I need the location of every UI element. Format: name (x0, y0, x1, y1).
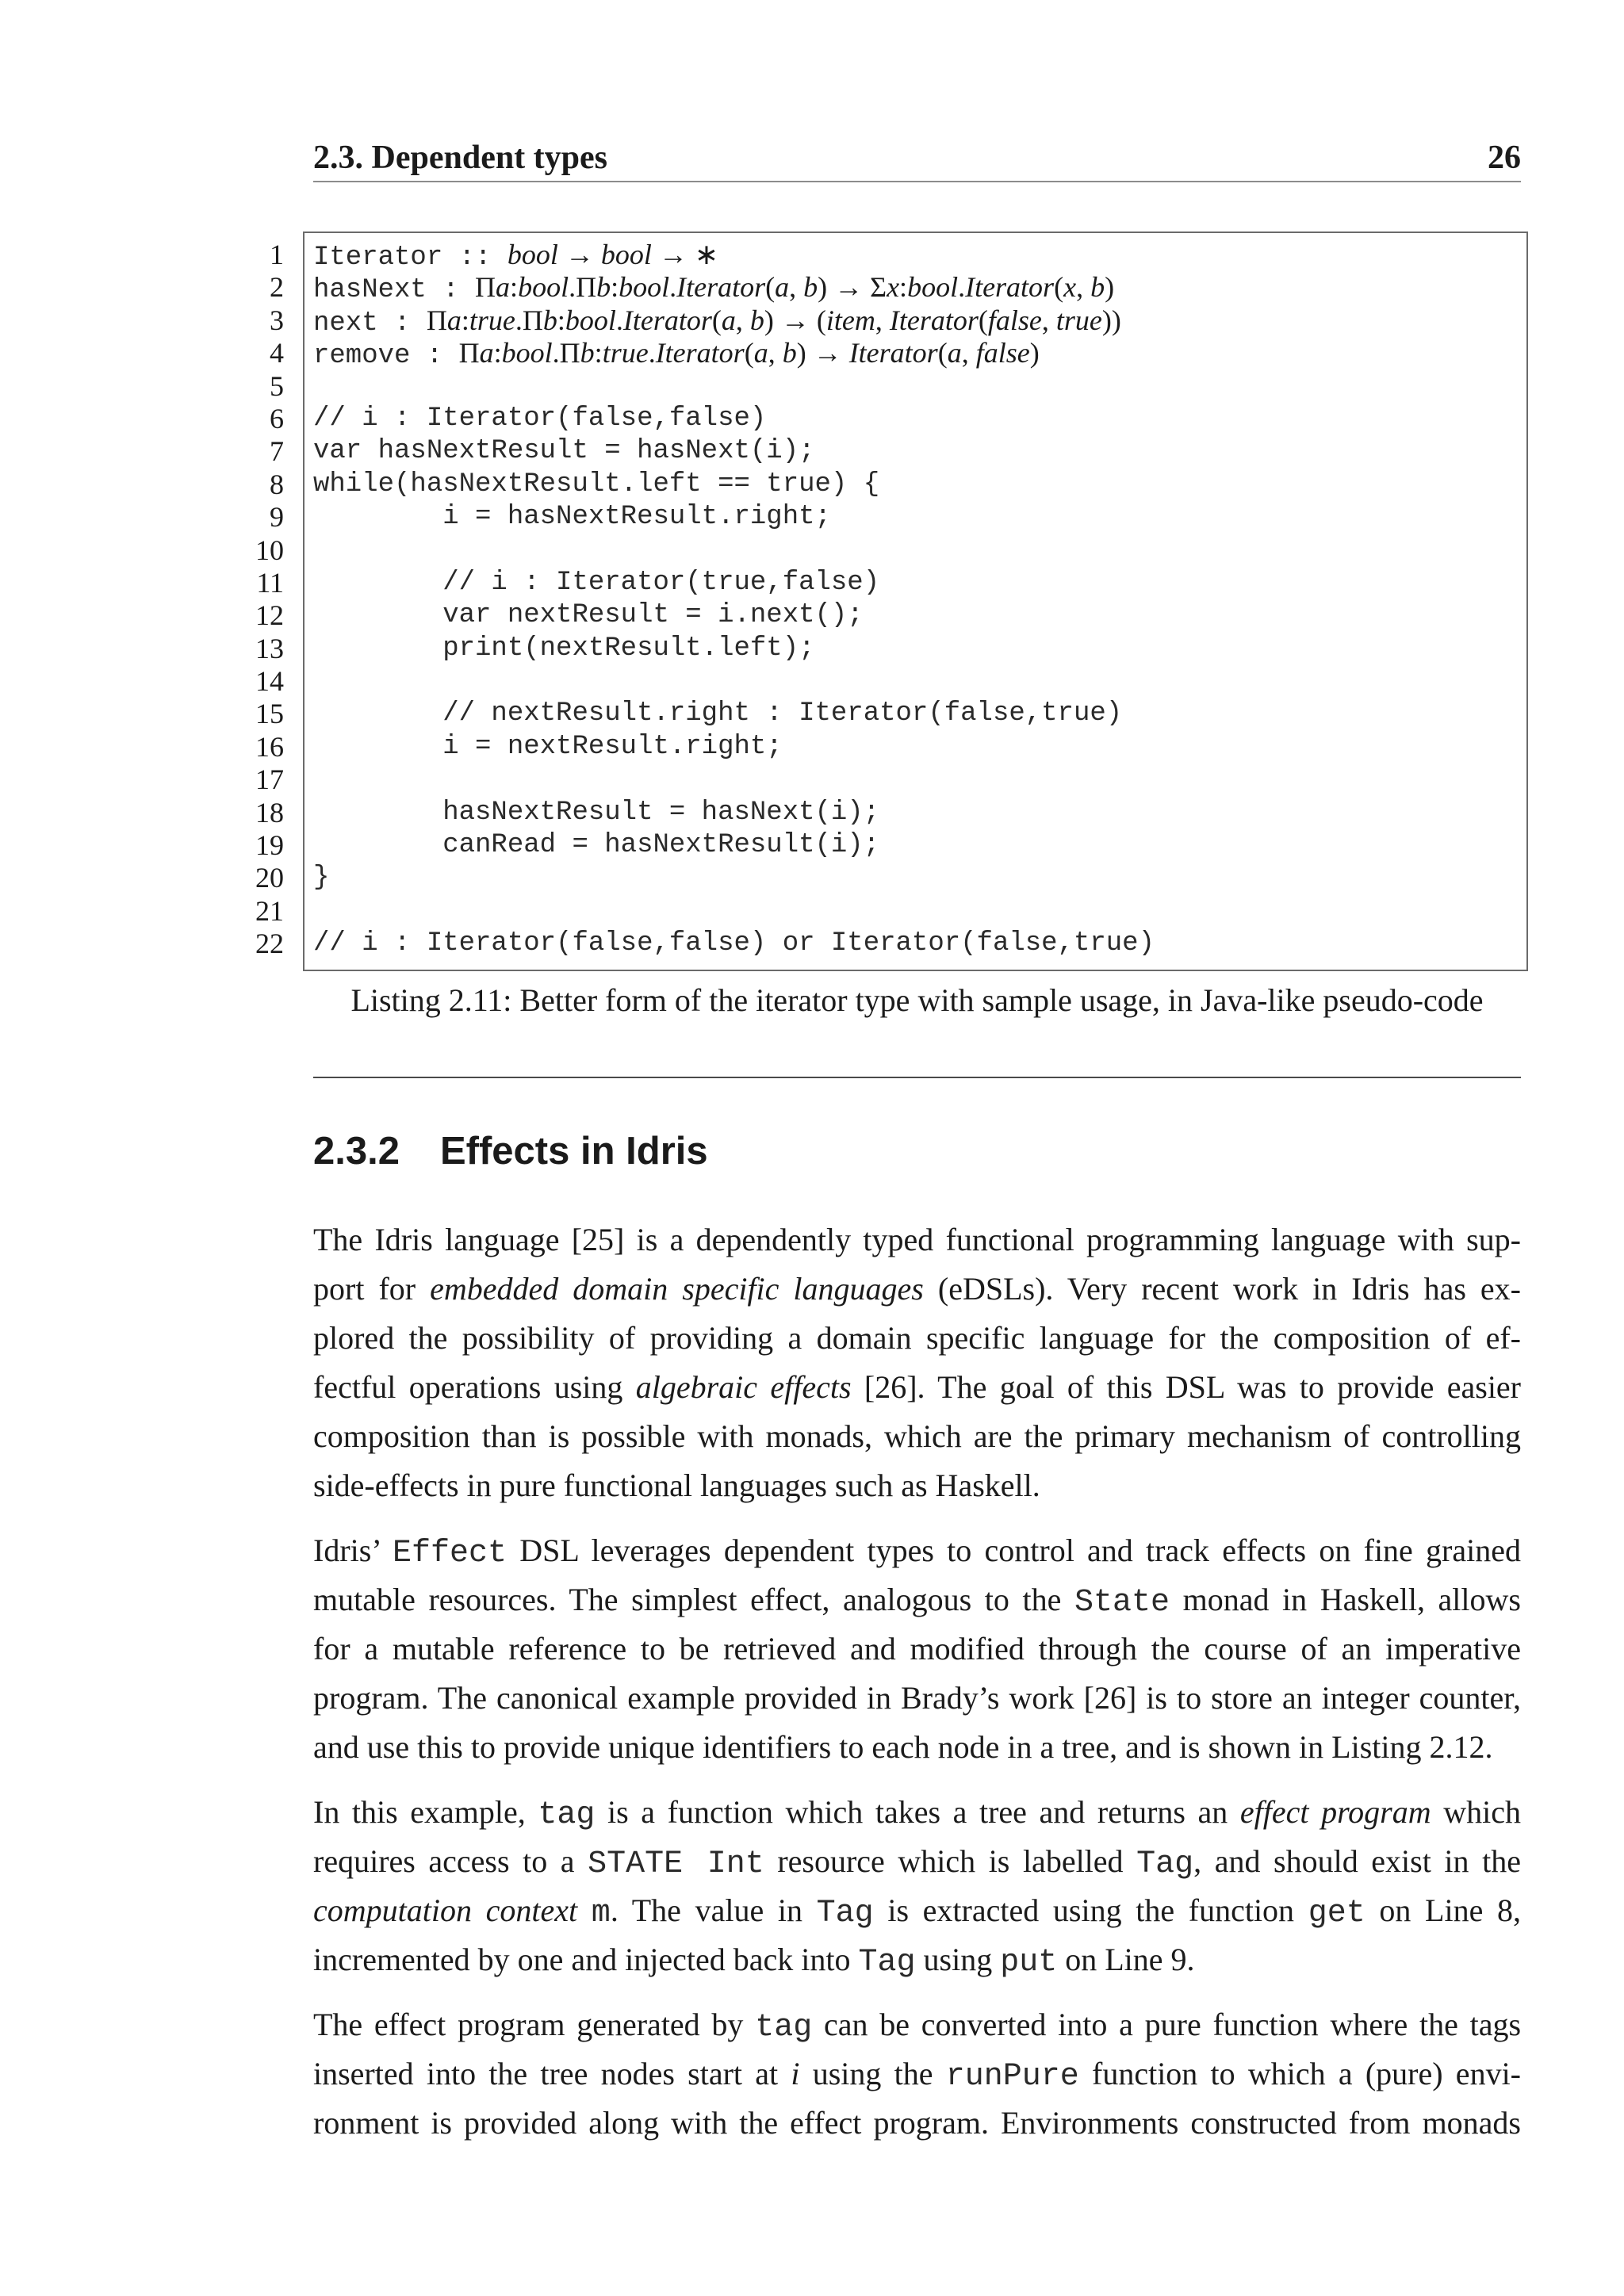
text-run: , and should exist in the (1193, 1843, 1521, 1879)
math-symbol: . (958, 271, 966, 304)
math-variable: Iterator (889, 304, 979, 336)
listing-code-line (313, 271, 1526, 304)
inline-code: // i : Iterator(false,false) or Iterator(false,true) (313, 928, 1155, 959)
math-symbol: → ∗ (651, 239, 719, 270)
listing-line-number: 17 (255, 763, 284, 796)
paragraph (313, 1526, 1521, 1772)
text-run: [26]. The goal of this DSL was to provide easier (851, 1369, 1522, 1405)
inline-code: tag (538, 1797, 596, 1833)
listing-line-number: 13 (255, 632, 284, 664)
listing-code-line (313, 862, 1526, 894)
listing-box (303, 232, 1528, 971)
math-symbol: ) → (796, 337, 849, 369)
listing-code-line (313, 698, 1526, 730)
math-variable: Iterator (622, 304, 712, 336)
math-variable: b (803, 271, 818, 304)
math-variable: a (775, 271, 790, 304)
listing-code-line (313, 763, 1526, 796)
math-variable: b (596, 271, 611, 304)
text-run: port for (313, 1271, 431, 1307)
listing-line-number: 1 (270, 239, 284, 270)
inline-code: // nextResult.right : Iterator(false,true) (313, 698, 1123, 729)
text-line (313, 1215, 1521, 1265)
section-title: Effects in Idris (439, 1130, 708, 1173)
math-variable: bool (907, 271, 959, 304)
inline-code: i = hasNextResult.right; (313, 502, 831, 533)
text-run: using (915, 1942, 1001, 1977)
text-line (313, 1314, 1521, 1363)
text-run: DSL leverages dependent types to control and track effects on fine grained (506, 1533, 1522, 1568)
inline-code: next : (313, 308, 427, 339)
math-variable: b (542, 304, 557, 336)
page-number: 26 (1488, 140, 1521, 176)
math-variable: a (721, 304, 736, 336)
header-rule (313, 181, 1521, 182)
math-variable: bool (565, 304, 616, 336)
text-line (313, 2000, 1521, 2049)
text-line (313, 1265, 1521, 1314)
math-variable: i (791, 2056, 800, 2091)
inline-code: Tag (1136, 1846, 1194, 1882)
listing-line-number: 7 (270, 435, 284, 468)
math-symbol: . (669, 271, 677, 304)
math-symbol: ( (711, 304, 722, 336)
inline-code: canRead = hasNextResult(i); (313, 830, 880, 861)
math-variable: false (987, 304, 1042, 336)
math-symbol: : (611, 271, 619, 304)
section-number: 2.3.2 (313, 1130, 400, 1173)
paragraph (313, 1215, 1521, 1510)
listing-code-line (313, 304, 1526, 337)
inline-code: print(nextResult.left); (313, 633, 815, 664)
math-symbol: ( (937, 337, 948, 369)
math-symbol: ( (1054, 271, 1064, 304)
running-header-section: 2.3. Dependent types (313, 140, 608, 176)
text-line (313, 1788, 1521, 1837)
math-variable: bool (507, 239, 558, 270)
text-run: using the (799, 2056, 946, 2091)
inline-code: while(hasNextResult.left == true) { (313, 469, 880, 499)
text-run: fectful operations using (313, 1369, 636, 1405)
text-run: inserted into the tree nodes start at (313, 2056, 791, 2091)
text-line (313, 1412, 1521, 1461)
math-symbol: .Π (515, 304, 543, 336)
math-symbol: : (594, 337, 603, 369)
listing-line-number: 6 (270, 402, 284, 434)
math-symbol: , (768, 337, 783, 369)
text-run: monad in Haskell, allows (1169, 1582, 1521, 1617)
math-symbol: : (899, 271, 908, 304)
text-run: mutable resources. The simplest effect, analogous to the (313, 1582, 1074, 1617)
text-run: and use this to provide unique identifiers to each node in a tree, and is shown in Listing 2.12. (313, 1729, 1493, 1765)
math-variable: bool (600, 239, 652, 270)
inline-code: m (591, 1896, 611, 1931)
paragraph (313, 2000, 1521, 2148)
listing-line-number: 3 (270, 304, 284, 336)
running-header (313, 136, 1521, 179)
listing-line-number: 21 (255, 894, 284, 927)
text-run: Idris’ (313, 1533, 393, 1568)
listing-code-line (313, 403, 1526, 435)
emphasis-run: embedded domain specific languages (430, 1271, 924, 1307)
listing-line-number: 5 (270, 369, 284, 402)
math-variable: false (975, 337, 1030, 369)
math-variable: b (749, 304, 764, 336)
math-variable: bool (518, 271, 569, 304)
math-symbol: : (493, 337, 502, 369)
math-symbol: : (461, 304, 469, 336)
text-run: composition than is possible with monads, which are the primary mechanism of controlling (313, 1418, 1521, 1454)
math-variable: true (602, 337, 649, 369)
math-symbol: )) (1101, 304, 1121, 336)
inline-code: var nextResult = i.next(); (313, 600, 864, 631)
math-symbol: , (1076, 271, 1091, 304)
text-run: resource which is labelled (764, 1843, 1137, 1879)
listing-caption: Listing 2.11: Better form of the iterator type with sample usage, in Java-like pseudo-code (350, 982, 1484, 1018)
text-run: requires access to a (313, 1843, 588, 1879)
text-run: The effect program generated by (313, 2007, 756, 2042)
inline-code: } (313, 863, 330, 894)
math-symbol: ) (1029, 337, 1040, 369)
inline-code: // i : Iterator(true,false) (313, 567, 880, 598)
math-symbol: ( (978, 304, 988, 336)
text-run: is a function which takes a tree and returns an (595, 1794, 1240, 1830)
math-symbol: , (735, 304, 750, 336)
text-run: which (1431, 1794, 1521, 1830)
text-line (313, 2099, 1521, 2148)
listing-code-line (313, 469, 1526, 501)
text-run: The Idris language [25] is a dependently typed functional programming language with sup- (313, 1222, 1521, 1257)
math-symbol: .Π (552, 337, 580, 369)
math-variable: true (469, 304, 515, 336)
listing-line-number: 8 (270, 468, 284, 500)
inline-code: Effect (392, 1536, 507, 1571)
math-variable: x (887, 271, 900, 304)
inline-code: i = nextResult.right; (313, 731, 783, 762)
math-variable: Iterator (965, 271, 1055, 304)
math-symbol: Π (475, 271, 496, 304)
math-symbol: .Π (569, 271, 597, 304)
math-variable: b (1090, 271, 1105, 304)
inline-code: Tag (816, 1896, 874, 1931)
inline-code: STATE Int (588, 1846, 764, 1882)
math-symbol: ) (1105, 271, 1115, 304)
text-line (313, 1674, 1521, 1723)
listing-code-line (313, 370, 1526, 403)
paragraph (313, 1788, 1521, 1984)
text-line (313, 1935, 1521, 1984)
math-symbol: ) → ( (764, 304, 826, 336)
math-variable: bool (619, 271, 670, 304)
text-line (313, 1723, 1521, 1772)
math-symbol: ( (744, 337, 754, 369)
math-variable: a (446, 304, 462, 336)
text-run: . The value in (610, 1892, 817, 1928)
inline-code: tag (755, 2010, 813, 2045)
emphasis-run: algebraic effects (635, 1369, 852, 1405)
math-variable: Iterator (848, 337, 938, 369)
listing-line-number: 18 (255, 796, 284, 828)
listing-code-line (313, 895, 1526, 928)
math-symbol: → (557, 239, 601, 270)
listing-line-number: 19 (255, 829, 284, 862)
math-variable: a (753, 337, 768, 369)
listing-line-number: 9 (270, 501, 284, 534)
text-run: side-effects in pure functional languages such as Haskell. (313, 1468, 1040, 1503)
inline-code: remove : (313, 341, 459, 372)
math-variable: Iterator (676, 271, 766, 304)
math-variable: a (496, 271, 511, 304)
text-run: is extracted using the function (873, 1892, 1308, 1928)
math-symbol: : (557, 304, 565, 336)
listing-code-line (313, 435, 1526, 468)
listing-line-number: 20 (255, 862, 284, 894)
text-line (313, 1624, 1521, 1674)
inline-code: Iterator :: (313, 243, 508, 273)
emphasis-run: effect program (1239, 1794, 1431, 1830)
listing-line-number: 10 (255, 534, 284, 566)
listing-line-number: 4 (270, 337, 284, 369)
math-symbol: ) → Σ (818, 271, 887, 304)
emphasis-run: computation context (313, 1892, 592, 1928)
inline-code: // i : Iterator(false,false) (313, 403, 767, 434)
listing-line-number: 16 (255, 730, 284, 763)
listing-code-line (313, 829, 1526, 862)
listing-line-number: 14 (255, 665, 284, 698)
listing-line-number: 2 (270, 271, 284, 304)
text-line (313, 1575, 1521, 1624)
section-divider (313, 1077, 1521, 1078)
listing-line-number: 22 (255, 928, 284, 960)
inline-code: Tag (858, 1945, 916, 1980)
math-symbol: , (1041, 304, 1056, 336)
inline-code: hasNextResult = hasNext(i); (313, 797, 880, 828)
inline-code: put (1000, 1945, 1058, 1980)
text-run: (eDSLs). Very recent work in Idris has ex- (923, 1271, 1522, 1307)
inline-code: hasNext : (313, 275, 476, 306)
math-symbol: , (875, 304, 890, 336)
inline-code: var hasNextResult = hasNext(i); (313, 436, 815, 467)
math-variable: b (580, 337, 595, 369)
listing-code-line (313, 928, 1526, 960)
listing-code-line (313, 567, 1526, 599)
math-symbol: ( (765, 271, 776, 304)
text-run: can be converted into a pure function where the tags (812, 2007, 1522, 2042)
listing-code-line (313, 534, 1526, 567)
text-run: program. The canonical example provided in Brady’s work [26] is to store an integer counter, (313, 1680, 1521, 1716)
text-run: ronment is provided along with the effect program. Environments constructed from monads (313, 2105, 1521, 2141)
listing-code-line (313, 501, 1526, 534)
inline-code: get (1308, 1896, 1365, 1931)
math-symbol: , (789, 271, 804, 304)
listing-code-line (313, 731, 1526, 763)
listing-line-numbers (230, 239, 284, 961)
text-line (313, 1461, 1521, 1510)
text-run: function to which a (pure) envi- (1078, 2056, 1521, 2091)
math-variable: true (1055, 304, 1102, 336)
section-heading (313, 1127, 708, 1176)
text-run: In this example, (313, 1794, 538, 1830)
listing-code-line (313, 665, 1526, 698)
text-run: for a mutable reference to be retrieved and modified through the course of an imperative (313, 1631, 1521, 1667)
listing-line-number: 12 (255, 599, 284, 632)
listing-code-line (313, 633, 1526, 665)
text-line (313, 1363, 1521, 1412)
math-symbol: . (648, 337, 656, 369)
listing-line-number: 11 (256, 566, 284, 599)
body-text (313, 1215, 1521, 2164)
listing-code-line (313, 239, 1526, 271)
math-variable: Iterator (655, 337, 745, 369)
text-line (313, 1837, 1521, 1886)
listing-code-line (313, 337, 1526, 372)
inline-code: runPure (945, 2059, 1079, 2095)
math-variable: a (947, 337, 962, 369)
math-symbol: Π (458, 337, 480, 369)
text-line (313, 2049, 1521, 2099)
text-run: on Line 9. (1057, 1942, 1195, 1977)
text-run: incremented by one and injected back into (313, 1942, 859, 1977)
listing-code-line (313, 797, 1526, 829)
math-variable: b (782, 337, 797, 369)
math-variable: a (479, 337, 494, 369)
math-variable: bool (501, 337, 553, 369)
math-variable: item (825, 304, 875, 336)
math-symbol: , (961, 337, 976, 369)
text-line (313, 1886, 1521, 1935)
text-line (313, 1526, 1521, 1575)
inline-code: State (1074, 1585, 1170, 1621)
math-variable: x (1063, 271, 1077, 304)
text-run: plored the possibility of providing a domain specific language for the composition of ef- (313, 1320, 1521, 1356)
math-symbol: Π (426, 304, 447, 336)
text-run: on Line 8, (1365, 1892, 1522, 1928)
math-symbol: : (510, 271, 519, 304)
listing-line-number: 15 (255, 698, 284, 730)
listing-code-line (313, 599, 1526, 632)
math-symbol: . (615, 304, 623, 336)
